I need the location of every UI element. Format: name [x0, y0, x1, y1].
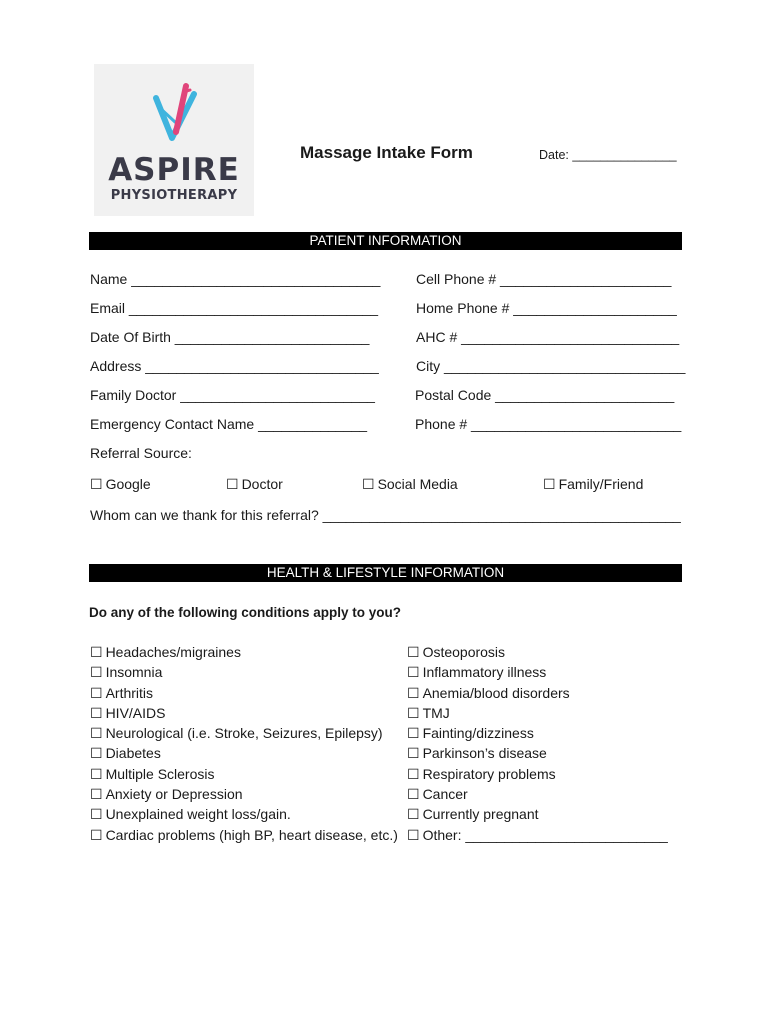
condition-checkbox[interactable]: ☐ Cardiac problems (high BP, heart disease, etc.) [90, 826, 398, 846]
conditions-question: Do any of the following conditions apply to you? [89, 605, 401, 620]
condition-checkbox[interactable]: ☐ Osteoporosis [407, 643, 668, 663]
condition-checkbox[interactable]: ☐ Respiratory problems [407, 765, 668, 785]
condition-checkbox[interactable]: ☐ Unexplained weight loss/gain. [90, 805, 398, 825]
referral-option-doctor[interactable]: ☐ Doctor [226, 476, 283, 493]
condition-checkbox[interactable]: ☐ Headaches/migraines [90, 643, 398, 663]
date-field[interactable]: Date: _______________ [539, 148, 677, 162]
condition-checkbox[interactable]: ☐ TMJ [407, 704, 668, 724]
referral-option-social-media[interactable]: ☐ Social Media [362, 476, 458, 493]
condition-checkbox[interactable]: ☐ Neurological (i.e. Stroke, Seizures, Epilepsy) [90, 724, 398, 744]
condition-checkbox[interactable]: ☐ Parkinson’s disease [407, 744, 668, 764]
home-phone-field[interactable]: Home Phone # _____________________ [416, 300, 677, 316]
ahc-field[interactable]: AHC # ____________________________ [416, 329, 680, 345]
referral-source-label: Referral Source: [90, 445, 192, 461]
city-field[interactable]: City _______________________________ [416, 358, 686, 374]
logo-brand-name: ASPIRE [108, 152, 240, 188]
condition-checkbox[interactable]: ☐ Multiple Sclerosis [90, 765, 398, 785]
condition-checkbox[interactable]: ☐ Diabetes [90, 744, 398, 764]
postal-code-field[interactable]: Postal Code _______________________ [415, 387, 675, 403]
condition-checkbox[interactable]: ☐ Currently pregnant [407, 805, 668, 825]
date-of-birth-field[interactable]: Date Of Birth _________________________ [90, 329, 370, 345]
condition-checkbox[interactable]: ☐ Anxiety or Depression [90, 785, 398, 805]
page-title: Massage Intake Form [300, 143, 473, 162]
family-doctor-field[interactable]: Family Doctor _________________________ [90, 387, 375, 403]
email-field[interactable]: Email ________________________________ [90, 300, 379, 316]
condition-checkbox[interactable]: ☐ Fainting/dizziness [407, 724, 668, 744]
patient-info-heading: PATIENT INFORMATION [89, 232, 682, 250]
aspire-logo [94, 64, 254, 216]
health-info-heading: HEALTH & LIFESTYLE INFORMATION [89, 564, 682, 582]
emergency-phone-field[interactable]: Phone # ___________________________ [415, 416, 682, 432]
conditions-list-left [90, 643, 398, 846]
condition-checkbox[interactable]: ☐ Cancer [407, 785, 668, 805]
referral-thanks-field[interactable]: Whom can we thank for this referral? ______________________________________________ [90, 507, 681, 523]
referral-option-family-friend[interactable]: ☐ Family/Friend [543, 476, 643, 493]
condition-checkbox[interactable]: ☐ HIV/AIDS [90, 704, 398, 724]
condition-checkbox[interactable]: ☐ Anemia/blood disorders [407, 684, 668, 704]
conditions-list-right [407, 643, 668, 846]
name-field[interactable]: Name ________________________________ [90, 271, 381, 287]
condition-checkbox[interactable]: ☐ Insomnia [90, 663, 398, 683]
address-field[interactable]: Address ______________________________ [90, 358, 379, 374]
referral-option-google[interactable]: ☐ Google [90, 476, 151, 493]
logo-brand-subtitle: PHYSIOTHERAPY [110, 188, 238, 203]
condition-checkbox[interactable]: ☐ Other: __________________________ [407, 826, 668, 846]
condition-checkbox[interactable]: ☐ Inflammatory illness [407, 663, 668, 683]
emergency-contact-field[interactable]: Emergency Contact Name ______________ [90, 416, 368, 432]
cell-phone-field[interactable]: Cell Phone # ______________________ [416, 271, 672, 287]
condition-checkbox[interactable]: ☐ Arthritis [90, 684, 398, 704]
